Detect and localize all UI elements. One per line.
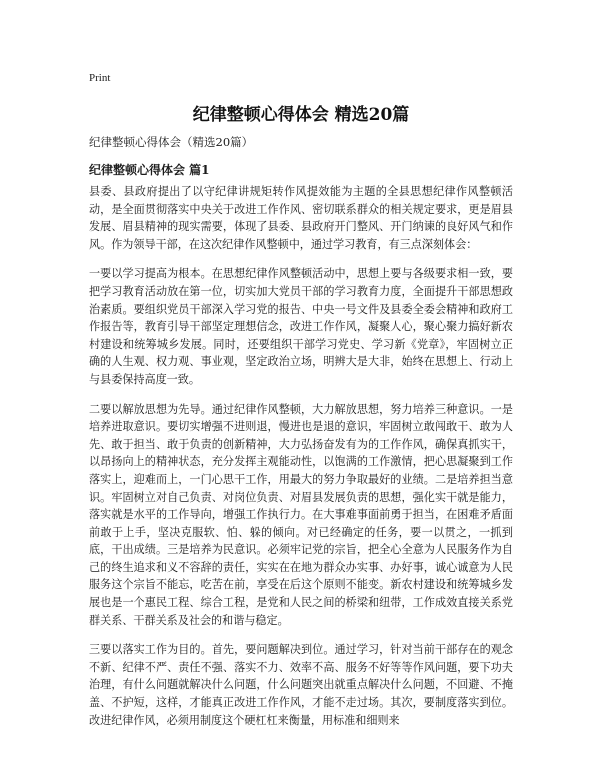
paragraph: 一要以学习提高为根本。在思想纪律作风整顿活动中，思想上要与各级要求相一致，要把学习教育活动放在第一位，切实加大党员干部的学习教育力度，全面提升干部思想政治素质。要组织党员干部深入学习党的报告、中央一号文件及县委全委会精神和政府工作报告等，教育引导干部坚定理想信念，改进工作作风，凝聚人心，聚心聚力搞好新农村建设和统筹城乡发展。同时，还要组织干部学习党史、学习新《党章》，牢固树立正确的人生观、权力观、事业观，坚定政治立场，明辨大是大非，始终在思想上、行动上与县委保持高度一致。 bbox=[89, 267, 513, 386]
section-heading: 纪律整顿心得体会 篇1 bbox=[89, 163, 210, 177]
article-body bbox=[89, 183, 513, 741]
page-title: 纪律整顿心得体会 精选20篇 bbox=[192, 105, 410, 125]
paragraph: 三要以落实工作为目的。首先，要问题解决到位。通过学习，针对当前干部存在的观念不新、纪律不严、责任不强、落实不力、效率不高、服务不好等等作风问题，要下功夫治理，有什么问题就解决什么问题，什么问题突出就重点解决什么问题，不回避、不掩盖、不护短，这样，才能真正改进工作作风，才能不走过场。其次，要制度落实到位。改进纪律作风，必须用制度这个硬杠杠来衡量，用标准和细则来 bbox=[89, 643, 513, 727]
paragraph: 二要以解放思想为先导。通过纪律作风整顿，大力解放思想，努力培养三种意识。一是培养进取意识。要切实增强不进则退，慢进也是退的意识，牢固树立敢闯敢干、敢为人先、敢于担当、敢于负责的创新精神，大力弘扬奋发有为的工作作风，确保真抓实干，以昂扬向上的精神状态，充分发挥主观能动性，以饱满的工作激情，把心思凝聚到工作落实上，迎难而上，一门心思干工作，用最大的努力争取最好的业绩。二是培养担当意识。牢固树立对自己负责、对岗位负责、对眉县发展负责的思想，强化实干就是能力，落实就是水平的工作导向，增强工作执行力。在大事难事面前勇于担当，在困难矛盾面前敢于上手，坚决克服软、怕、躲的倾向。对已经确定的任务，要一以贯之，一抓到底，干出成绩。三是培养为民意识。必须牢记党的宗旨，把全心全意为人民服务作为自己的终生追求和义不容辞的责任，实实在在地为群众办实事、办好事，诚心诚意为人民服务这个宗旨不能忘，吃苦在前，享受在后这个原则不能变。新农村建设和统筹城乡发展也是一个惠民工程、综合工程，是党和人民之间的桥梁和纽带，工作成效直接关系党群关系、干群关系及社会的和谐与稳定。 bbox=[89, 402, 513, 627]
paragraph: 县委、县政府提出了以守纪律讲规矩转作风提效能为主题的全县思想纪律作风整顿活动，是全面贯彻落实中央关于改进工作作风、密切联系群众的相关规定要求，更是眉县发展、眉县精神的现实需要，体现了县委、县政府开门整风、开门纳谏的良好风气和作风。作为领导干部，在这次纪律作风整顿中，通过学习教育，有三点深刻体会： bbox=[89, 185, 513, 251]
document-subtitle: 纪律整顿心得体会（精选20篇） bbox=[89, 135, 254, 149]
print-link[interactable]: Print bbox=[89, 72, 111, 84]
